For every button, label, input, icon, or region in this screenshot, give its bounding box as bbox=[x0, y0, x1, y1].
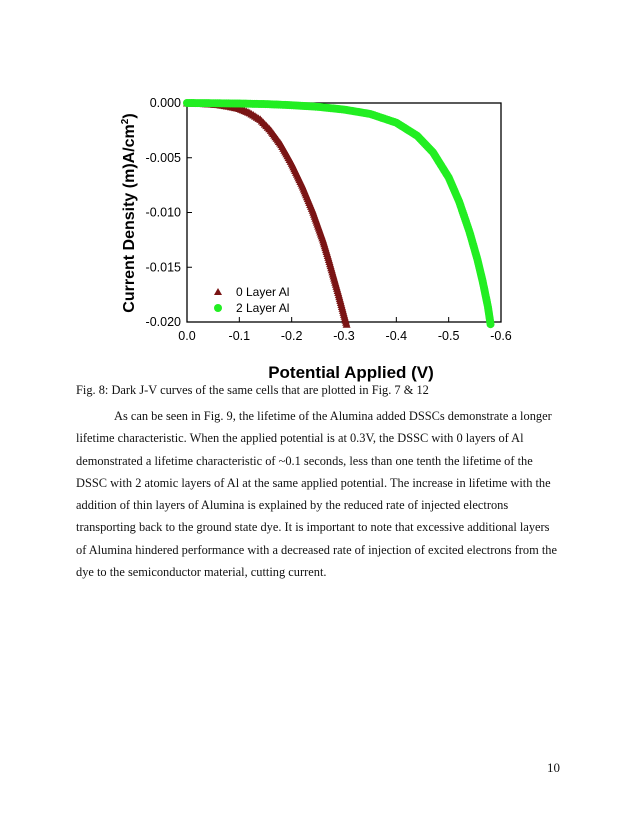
paragraph-line: dye to the semiconductor material, cutting current. bbox=[76, 565, 327, 580]
paragraph-line: demonstrated a lifetime characteristic of ~0.1 seconds, less than one tenth the lifetime of the bbox=[76, 453, 533, 468]
x-tick-label: -0.4 bbox=[385, 329, 408, 343]
x-tick-label: -0.1 bbox=[228, 329, 251, 343]
y-tick-label: -0.015 bbox=[145, 260, 181, 275]
x-axis-label: Potential Applied (V) bbox=[268, 363, 434, 382]
page-number: 10 bbox=[547, 760, 560, 775]
paragraph-line: transporting back to the ground state dye. It is important to note that excessive additional layers bbox=[76, 520, 550, 535]
x-tick-label: -0.3 bbox=[333, 329, 355, 343]
jv-chart bbox=[100, 95, 540, 385]
paragraph-line: addition of thin layers of Alumina is explained by the reduced rate of injected electrons bbox=[76, 498, 509, 513]
y-tick-label: -0.010 bbox=[145, 205, 181, 220]
x-tick-label: 0.0 bbox=[178, 329, 196, 343]
x-tick-label: -0.5 bbox=[437, 329, 460, 343]
legend-label-0-layer: 0 Layer Al bbox=[236, 285, 290, 299]
x-tick-label: -0.2 bbox=[280, 329, 303, 343]
body-paragraph bbox=[76, 405, 568, 583]
legend-label-2-layer: 2 Layer Al bbox=[236, 301, 290, 315]
data-point-2-layer-al bbox=[487, 320, 495, 328]
paragraph-line: DSSC with 2 atomic layers of Al at the same applied potential. The increase in lifetime with the bbox=[76, 475, 551, 490]
y-tick-label: -0.020 bbox=[145, 315, 181, 329]
y-tick-label: -0.005 bbox=[145, 150, 181, 165]
paragraph-line: As can be seen in Fig. 9, the lifetime of the Alumina added DSSCs demonstrate a longer bbox=[114, 409, 552, 423]
paragraph-line: lifetime characteristic. When the applied potential is at 0.3V, the DSSC with 0 layers of Al bbox=[76, 431, 524, 446]
plot-area bbox=[187, 103, 501, 322]
paragraph-line: of Alumina hindered performance with a decreased rate of injection of excited electrons from the bbox=[76, 542, 557, 557]
x-tick-label: -0.6 bbox=[490, 329, 512, 343]
legend-marker-2-layer bbox=[214, 304, 222, 312]
figure-caption: Fig. 8: Dark J-V curves of the same cells that are plotted in Fig. 7 & 12 bbox=[76, 383, 429, 397]
y-axis-label: Current Density $(m)A/cm^2$) bbox=[120, 113, 138, 313]
y-tick-label: 0.000 bbox=[149, 96, 181, 110]
